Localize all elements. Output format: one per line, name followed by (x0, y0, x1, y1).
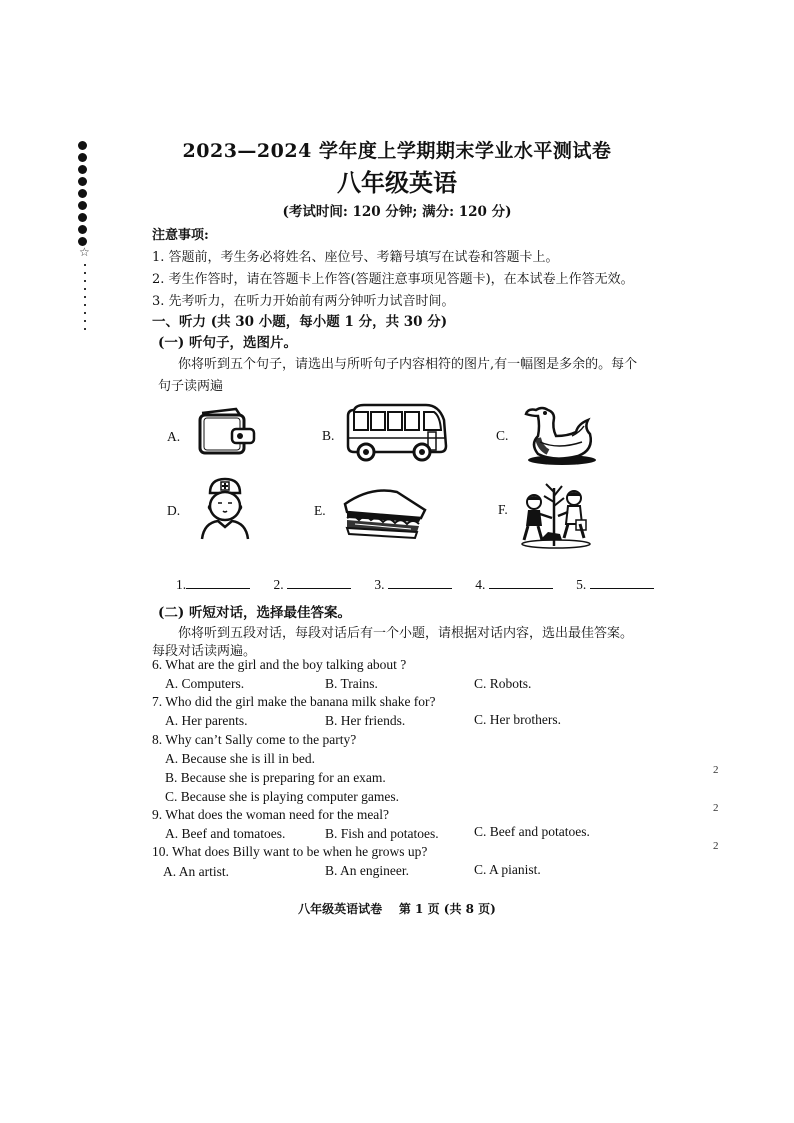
sandwich-icon (341, 484, 429, 540)
picture-label-e: E. (314, 503, 326, 518)
question-10: 10. What does Billy want to be when he grows up? (152, 844, 428, 859)
note-item: 2. 考生作答时，请在答题卡上作答(答题注意事项见答题卡)，在本试卷上作答无效。 (152, 272, 634, 287)
answer-blank-5[interactable]: 5. (576, 576, 654, 593)
note-item: 3. 先考听力，在听力开始前有两分钟听力试音时间。 (152, 294, 455, 309)
part1-title: (一) 听句子，选图片。 (158, 335, 297, 351)
question-8: 8. Why can’t Sally come to the party? (152, 732, 357, 747)
note-item: 1. 答题前，考生务必将姓名、座位号、考籍号填写在试卷和答题卡上。 (152, 250, 559, 265)
option-8a[interactable]: A. Because she is ill in bed. (165, 751, 315, 766)
option-10b[interactable]: B. An engineer. (325, 863, 409, 878)
part1-instruction: 你将听到五个句子，请选出与所听句子内容相符的图片,有一幅图是多余的。每个 (178, 357, 638, 372)
star-icon: ☆ (79, 245, 90, 259)
margin-mark: 2 (713, 840, 719, 852)
option-7c[interactable]: C. Her brothers. (474, 712, 561, 727)
part2-title: (二) 听短对话，选择最佳答案。 (158, 605, 351, 621)
question-9: 9. What does the woman need for the meal? (152, 807, 390, 822)
duck-icon (518, 402, 598, 466)
option-10c[interactable]: C. A pianist. (474, 862, 541, 877)
option-8b[interactable]: B. Because she is preparing for an exam. (165, 770, 386, 785)
question-6: 6. What are the girl and the boy talking about ? (152, 657, 407, 672)
picture-label-b: B. (322, 428, 335, 443)
doctor-icon (198, 475, 252, 541)
subject-title: 八年级英语 (337, 168, 457, 197)
binding-dot (78, 225, 87, 234)
notes-heading: 注意事项: (152, 228, 209, 243)
picture-label-f: F. (498, 502, 508, 517)
tree-planting-icon (518, 480, 594, 550)
wallet-icon (196, 405, 258, 457)
part1-instruction: 句子读两遍 (158, 379, 224, 394)
option-6b[interactable]: B. Trains. (325, 676, 378, 691)
answer-blank-3[interactable]: 3. (374, 576, 452, 593)
picture-label-c: C. (496, 428, 509, 443)
answer-row (176, 576, 668, 593)
section-title: 一、听力 (共 30 小题，每小题 1 分，共 30 分) (152, 314, 448, 330)
exam-info: (考试时间: 120 分钟; 满分: 120 分) (282, 204, 512, 220)
exam-title: 2023—2024 学年度上学期期末学业水平测试卷 (182, 140, 612, 162)
bus-icon (344, 402, 450, 464)
margin-mark: 2 (713, 764, 719, 776)
picture-label-d: D. (167, 503, 181, 518)
picture-label-a: A. (167, 429, 181, 444)
option-9a[interactable]: A. Beef and tomatoes. (165, 826, 286, 841)
page-footer: 八年级英语试卷 第 1 页 (共 8 页) (298, 902, 496, 916)
answer-blank-4[interactable]: 4. (475, 576, 553, 593)
option-8c[interactable]: C. Because she is playing computer games. (165, 789, 399, 804)
part2-instruction: 你将听到五段对话，每段对话后有一个小题，请根据对话内容，选出最佳答案。 (178, 626, 634, 641)
margin-mark: 2 (713, 802, 719, 814)
answer-blank-2[interactable]: 2. (274, 576, 352, 593)
option-10a[interactable]: A. An artist. (163, 864, 229, 879)
option-7b[interactable]: B. Her friends. (325, 713, 406, 728)
question-7: 7. Who did the girl make the banana milk shake for? (152, 694, 436, 709)
option-6a[interactable]: A. Computers. (165, 676, 245, 691)
answer-blank-1[interactable]: 1. (176, 576, 250, 593)
option-9c[interactable]: C. Beef and potatoes. (474, 824, 590, 839)
option-7a[interactable]: A. Her parents. (165, 713, 248, 728)
option-9b[interactable]: B. Fish and potatoes. (325, 826, 439, 841)
option-6c[interactable]: C. Robots. (474, 676, 532, 691)
part2-instruction: 每段对话读两遍。 (152, 644, 257, 659)
